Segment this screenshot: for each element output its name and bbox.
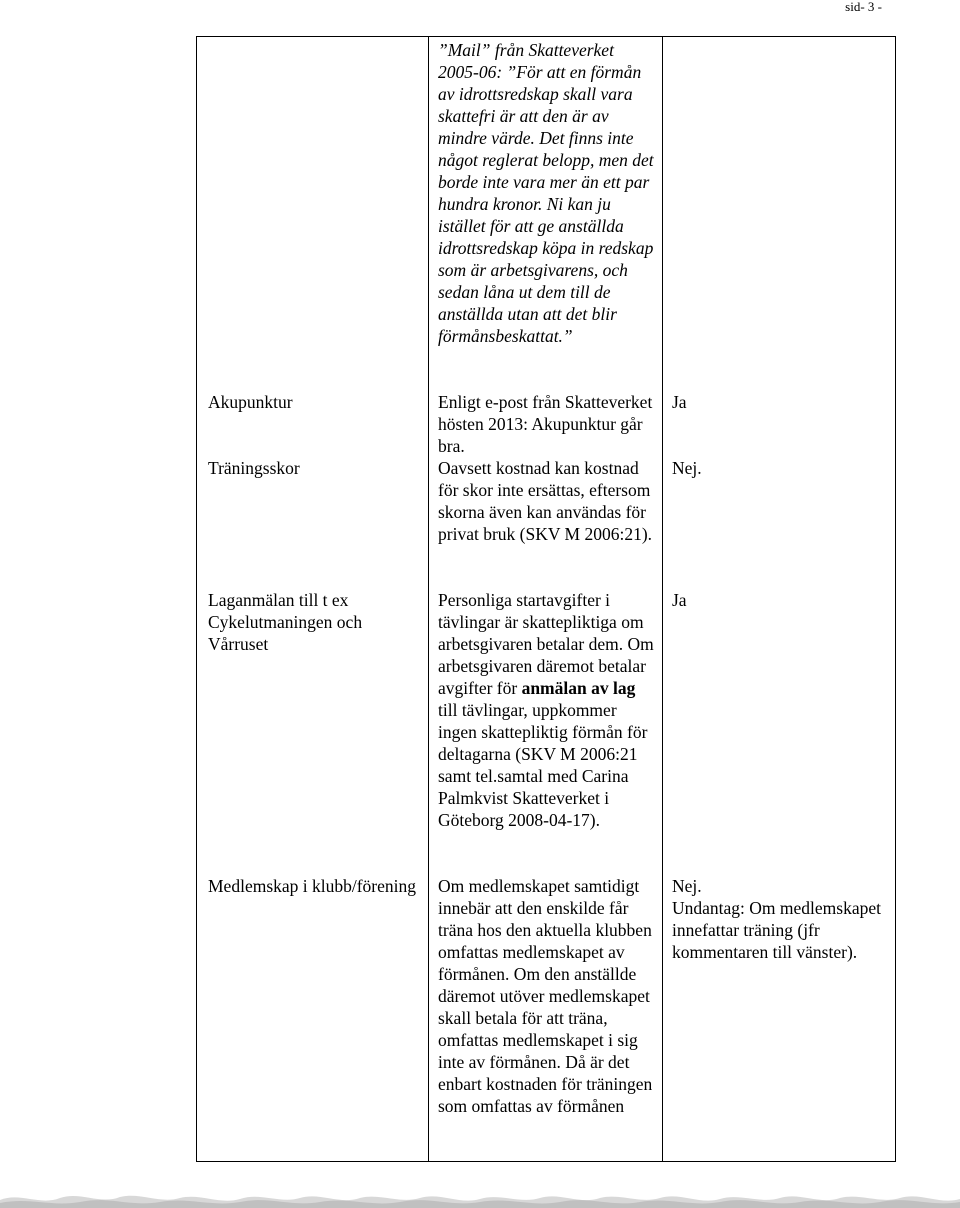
benefit-cell [197, 37, 429, 392]
table-row [197, 875, 896, 1162]
benefits-table [196, 36, 896, 1162]
rule-cell: Oavsett kostnad kan kostnad för skor inte ersättas, eftersom skorna även kan användas för privat bruk (SKV M 2006:21). [429, 457, 663, 589]
verdict-cell: Ja [663, 589, 896, 875]
table-row [197, 391, 896, 457]
benefit-cell: Medlemskap i klubb/förening [197, 875, 429, 1162]
rule-cell: Om medlemskapet samtidigt innebär att den enskilde får träna hos den aktuella klubben omfattas medlemskapet av förmånen. Om den anställde däremot utöver medlemskapet skall betala för att träna, omfattas medlemskapet i sig inte av förmånen. Då är det enbart kostnaden för träningen som omfattas av förmånen [429, 875, 663, 1162]
table-row [197, 37, 896, 392]
benefit-cell: Laganmälan till t ex Cykelutmaningen och Vårruset [197, 589, 429, 875]
table-row [197, 589, 896, 875]
verdict-note: Undantag: Om medlemskapet innefattar träning (jfr kommentaren till vänster). [672, 898, 881, 962]
verdict-cell [663, 875, 896, 1162]
rule-cell [429, 589, 663, 875]
verdict-text: Nej. [672, 876, 702, 896]
rule-cell: ”Mail” från Skatteverket 2005-06: ”För att en förmån av idrottsredskap skall vara skattefri är att den är av mindre värde. Det finns inte något reglerat belopp, men det borde inte vara mer än ett par hundra kronor. Ni kan ju istället för att ge anställda idrottsredskap köpa in redskap som är arbetsgivarens, och sedan låna ut dem till de anställda utan att det blir förmånsbeskattat.” [429, 37, 663, 392]
table-row [197, 457, 896, 589]
benefit-cell: Akupunktur [197, 391, 429, 457]
rule-text: Personliga startavgifter i tävlingar är skattepliktiga om arbetsgivaren betalar dem. Om arbetsgivaren däremot betalar avgifter för [438, 590, 654, 698]
benefit-cell: Träningsskor [197, 457, 429, 589]
footer-wave-decoration [0, 1188, 960, 1208]
rule-cell: Enligt e-post från Skatteverket hösten 2013: Akupunktur går bra. [429, 391, 663, 457]
verdict-cell [663, 37, 896, 392]
rule-text: till tävlingar, uppkommer ingen skattepliktig förmån för deltagarna (SKV M 2006:21 samt tel.samtal med Carina Palmkvist Skatteverket i Göteborg 2008-04-17). [438, 700, 648, 830]
verdict-cell: Ja [663, 391, 896, 457]
page-number: sid- 3 - [845, 0, 882, 14]
verdict-cell: Nej. [663, 457, 896, 589]
rule-emphasis: anmälan av lag [521, 678, 636, 698]
